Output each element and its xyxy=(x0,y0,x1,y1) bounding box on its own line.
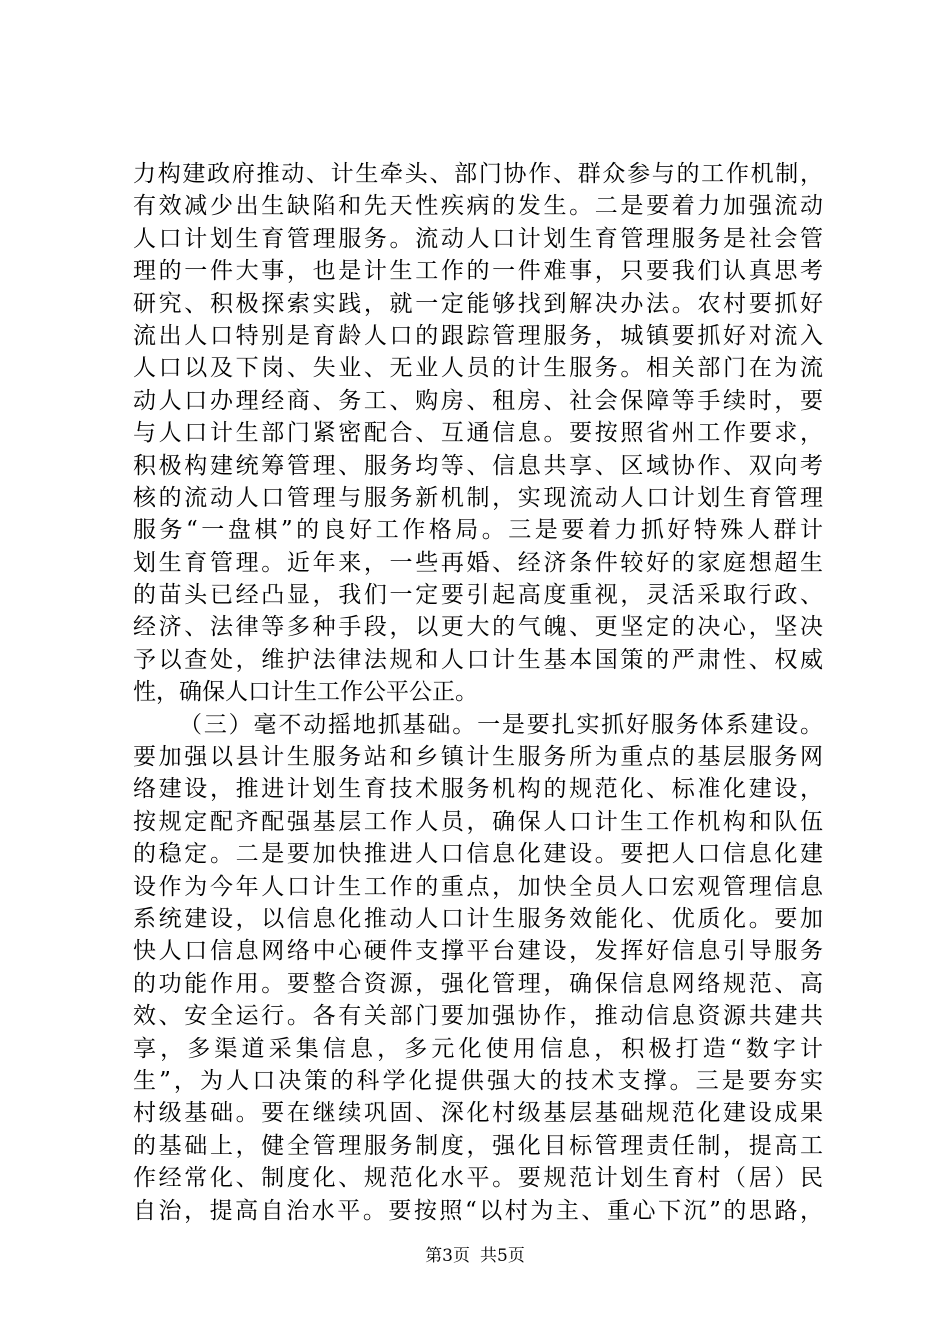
text-line: 力构建政府推动、计生牵头、部门协作、群众参与的工作机制， xyxy=(133,161,823,187)
text-line: 系统建设，以信息化推动人口计生服务效能化、优质化。要加 xyxy=(133,905,823,932)
text-line: 的基础上，健全管理服务制度，强化目标管理责任制，提高工 xyxy=(133,1132,823,1159)
text-line: 核的流动人口管理与服务新机制，实现流动人口计划生育管理 xyxy=(133,484,823,511)
text-line: 流出人口特别是育龄人口的跟踪管理服务，城镇要抓好对流入 xyxy=(133,322,823,349)
text-line: 要加强以县计生服务站和乡镇计生服务所为重点的基层服务网 xyxy=(133,744,823,771)
text-line: 的稳定。二是要加快推进人口信息化建设。要把人口信息化建 xyxy=(133,841,823,868)
text-line: 理的一件大事，也是计生工作的一件难事，只要我们认真思考 xyxy=(133,258,823,285)
text-line: 享，多渠道采集信息，多元化使用信息，积极打造“数字计 xyxy=(133,1035,823,1062)
body-text xyxy=(133,158,823,1227)
text-line: 经济、法律等多种手段，以更大的气魄、更坚定的决心，坚决 xyxy=(133,614,823,641)
paragraph-start-line: （三）毫不动摇地抓基础。一是要扎实抓好服务体系建设。 xyxy=(179,711,823,738)
text-line: 作经常化、制度化、规范化水平。要规范计划生育村（居）民 xyxy=(133,1165,823,1192)
text-line: 划生育管理。近年来，一些再婚、经济条件较好的家庭想超生 xyxy=(133,549,823,576)
text-line: 动人口办理经商、务工、购房、租房、社会保障等手续时，要 xyxy=(133,387,823,414)
text-line: 人口计划生育管理服务。流动人口计划生育管理服务是社会管 xyxy=(133,225,823,252)
page-number-total: 共5页 xyxy=(480,1246,525,1266)
text-line: 与人口计生部门紧密配合、互通信息。要按照省州工作要求， xyxy=(133,420,823,447)
page-footer xyxy=(0,1245,950,1267)
text-line: 人口以及下岗、失业、无业人员的计生服务。相关部门在为流 xyxy=(133,355,823,382)
text-line: 服务“一盘棋”的良好工作格局。三是要着力抓好特殊人群计 xyxy=(133,517,823,544)
text-line: 研究、积极探索实践，就一定能够找到解决办法。农村要抓好 xyxy=(133,290,823,317)
text-line: 村级基础。要在继续巩固、深化村级基层基础规范化建设成果 xyxy=(133,1100,823,1127)
text-line: 快人口信息网络中心硬件支撑平台建设，发挥好信息引导服务 xyxy=(133,938,823,965)
text-line: 设作为今年人口计生工作的重点，加快全员人口宏观管理信息 xyxy=(133,873,823,900)
text-line: 按规定配齐配强基层工作人员，确保人口计生工作机构和队伍 xyxy=(133,808,823,835)
text-line: 自治，提高自治水平。要按照“以村为主、重心下沉”的思路， xyxy=(133,1197,823,1224)
text-line: 的苗头已经凸显，我们一定要引起高度重视，灵活采取行政、 xyxy=(133,582,823,609)
text-line: 积极构建统筹管理、服务均等、信息共享、区域协作、双向考 xyxy=(133,452,823,479)
text-line: 生”，为人口决策的科学化提供强大的技术支撑。三是要夯实 xyxy=(133,1067,823,1094)
page-number-current: 第3页 xyxy=(425,1246,470,1266)
text-line: 予以查处，维护法律法规和人口计生基本国策的严肃性、权威 xyxy=(133,646,823,673)
text-line: 有效减少出生缺陷和先天性疾病的发生。二是要着力加强流动 xyxy=(133,193,823,220)
text-line: 效、安全运行。各有关部门要加强协作，推动信息资源共建共 xyxy=(133,1003,823,1030)
text-line: 的功能作用。要整合资源，强化管理，确保信息网络规范、高 xyxy=(133,970,823,997)
text-line: 性，确保人口计生工作公平公正。 xyxy=(133,679,478,706)
text-line: 络建设，推进计划生育技术服务机构的规范化、标准化建设， xyxy=(133,776,823,803)
